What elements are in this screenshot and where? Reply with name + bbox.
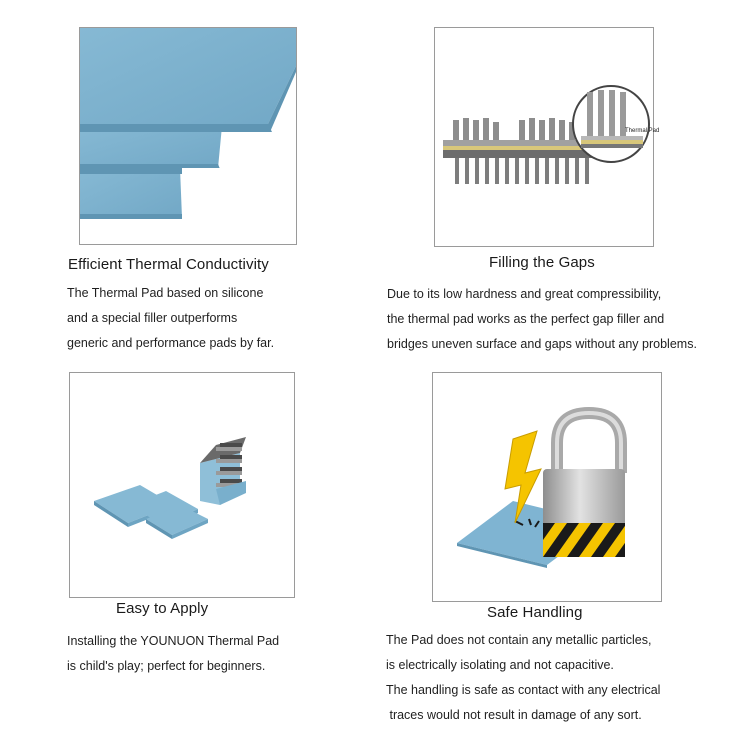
conductivity-description — [67, 281, 274, 356]
apply-description — [67, 629, 279, 679]
apply-line-1: Installing the YOUNUON Thermal Pad — [67, 634, 280, 648]
gaps-image-frame — [434, 27, 660, 247]
safe-image-frame — [432, 372, 662, 602]
heatsink-gap-icon — [435, 28, 660, 246]
pads-and-heatsink-icon — [70, 373, 294, 597]
apply-line-2: is child's play; perfect for beginners. — [67, 659, 266, 673]
safe-description — [386, 628, 660, 728]
padlock-lightning-icon — [433, 373, 661, 601]
conductivity-line-3: generic and performance pads by far. — [67, 336, 275, 350]
apply-image-frame — [69, 372, 295, 598]
safe-line-1: The Pad does not contain any metallic particles, — [386, 633, 652, 647]
safe-line-4: traces would not result in damage of any sort. — [386, 708, 642, 722]
apply-title: Easy to Apply — [116, 600, 209, 617]
stacked-thermal-pads-icon — [80, 28, 296, 244]
safe-line-3: The handling is safe as contact with any electrical — [386, 683, 661, 697]
safe-line-2: is electrically isolating and not capacitive. — [386, 658, 614, 672]
gaps-line-3: bridges uneven surface and gaps without any problems. — [387, 337, 697, 351]
conductivity-title: Efficient Thermal Conductivity — [68, 256, 269, 273]
gaps-callout-label: Thermal Pad — [625, 128, 660, 134]
conductivity-line-1: The Thermal Pad based on silicone — [67, 286, 264, 300]
gaps-line-2: the thermal pad works as the perfect gap filler and — [387, 312, 665, 326]
conductivity-image-frame — [79, 27, 297, 245]
gaps-title: Filling the Gaps — [489, 254, 595, 271]
gaps-line-1: Due to its low hardness and great compressibility, — [387, 287, 662, 301]
safe-title: Safe Handling — [487, 604, 583, 621]
conductivity-line-2: and a special filler outperforms — [67, 311, 238, 325]
gaps-description — [387, 282, 697, 357]
